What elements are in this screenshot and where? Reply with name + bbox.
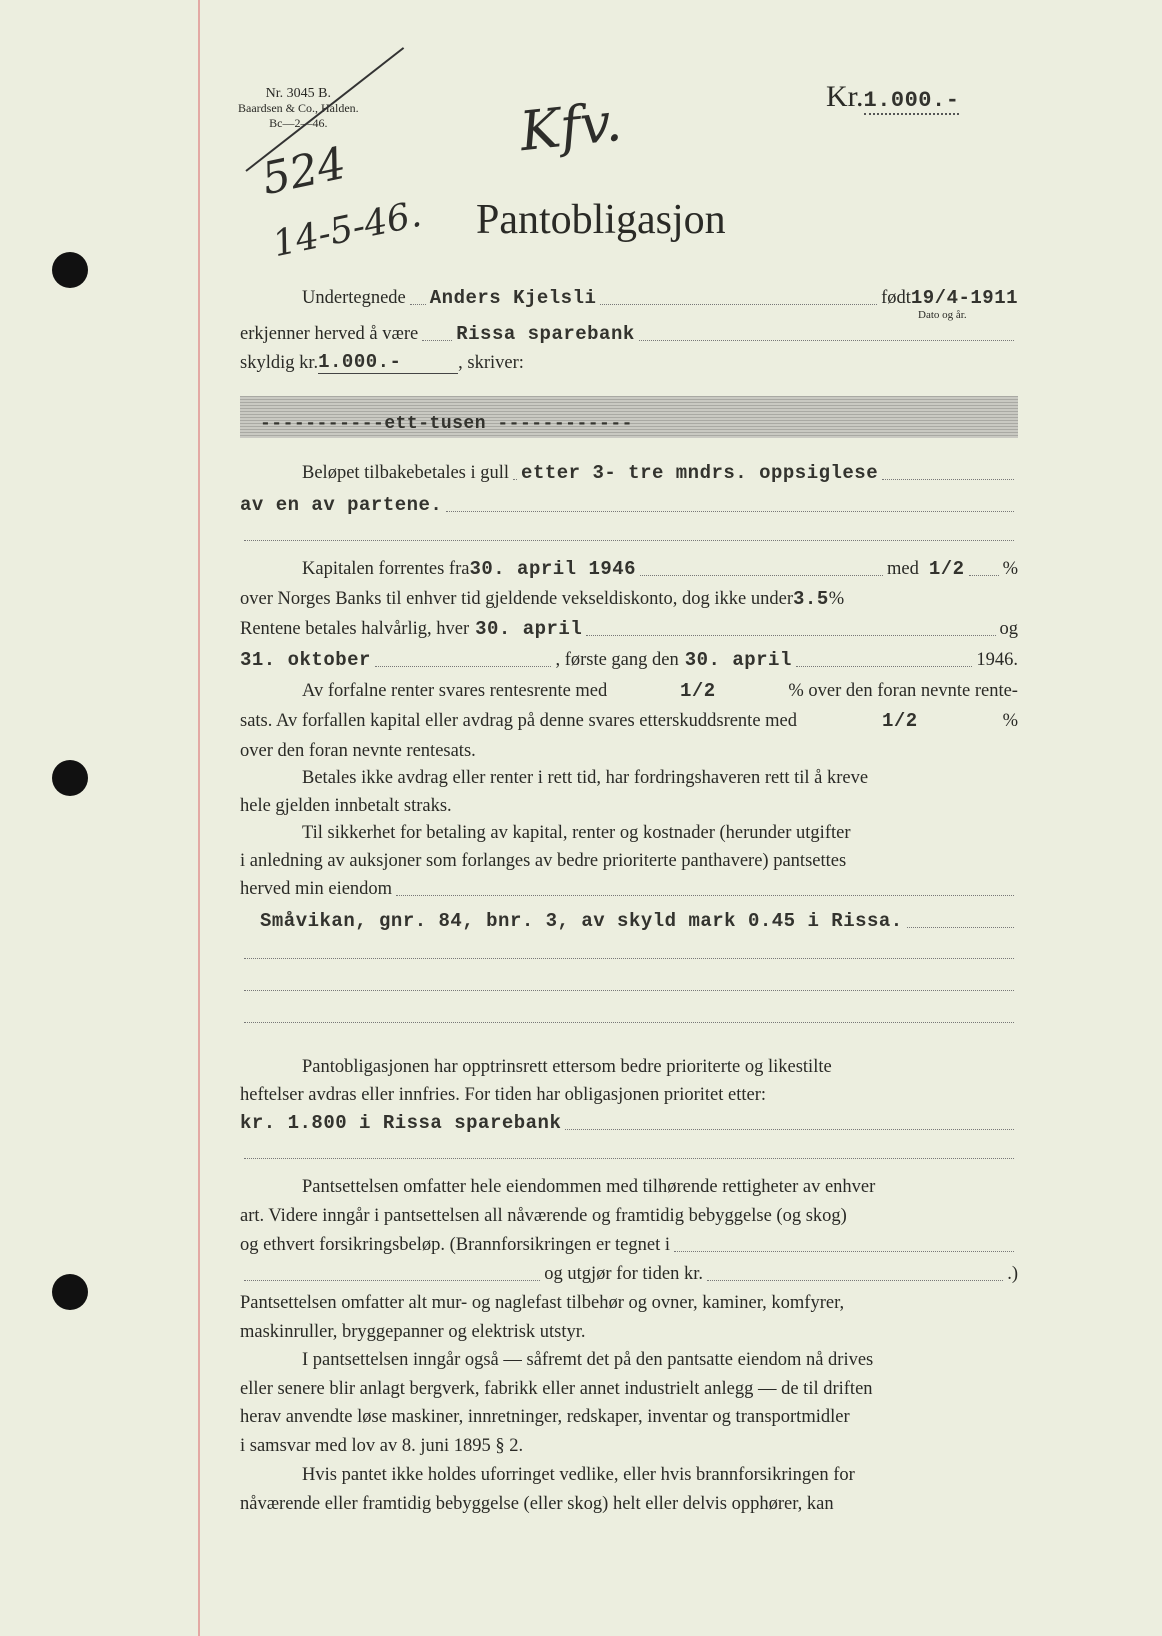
label: Kapitalen forrentes fra [302, 559, 470, 579]
text: og ethvert forsikringsbeløp. (Brannforsikringen er tegnet i [240, 1235, 671, 1255]
label: , skriver: [458, 353, 524, 373]
text-line: Pantsettelsen omfatter alt mur- og naglefast tilbehør og ovner, kaminer, komfyrer, [240, 1293, 845, 1313]
interest-line-1 [240, 558, 1018, 580]
amount-header [826, 80, 959, 114]
form-code: Bc—2—46. [269, 116, 328, 130]
label: Beløpet tilbakebetales i gull [302, 463, 510, 483]
repayment-terms-2: av en av partene. [240, 494, 443, 516]
interest-line-4 [240, 649, 1018, 671]
interest-line-3 [240, 618, 1018, 640]
text-line [240, 680, 1018, 702]
blank-line [240, 526, 1018, 545]
margin-line [198, 0, 200, 1636]
handwritten-initials: Kfv. [516, 89, 625, 164]
property-line [240, 910, 1018, 932]
text: sats. Av forfallen kapital eller avdrag på denne svares etterskuddsrente med [240, 711, 798, 731]
compound-rate: 1/2 [679, 680, 716, 702]
amount-label: Kr. [826, 80, 864, 113]
payment-date-1: 30. april [475, 618, 583, 640]
text-line: Til sikkerhet for betaling av kapital, renter og kostnader (herunder utgifter [302, 823, 851, 843]
birth-date: 19/4-1911 [910, 287, 1018, 309]
text: .) [1007, 1264, 1019, 1284]
creditor-name: Rissa sparebank [456, 323, 635, 345]
owed-amount: 1.000.- [318, 351, 458, 374]
text-line: eller senere blir anlagt bergverk, fabrikk eller annet industrielt anlegg — de til driften [240, 1379, 873, 1399]
text-line: nåværende eller framtidig bebyggelse (eller skog) helt eller delvis opphører, kan [240, 1494, 834, 1514]
undersigned-name: Anders Kjelsli [429, 287, 597, 309]
first-payment-date: 30. april [684, 649, 792, 671]
text-line: Pantobligasjonen har opptrinsrett ettersom bedre prioriterte og likestilte [302, 1057, 832, 1077]
text-line: I pantsettelsen inngår også — såfremt det på den pantsatte eiendom nå drives [302, 1350, 874, 1370]
interest-margin: 1/2 [928, 558, 965, 580]
label: , første gang den [555, 650, 679, 670]
amount-words-band [240, 396, 1018, 438]
label: skyldig kr. [240, 353, 319, 373]
interest-from: 30. april 1946 [469, 558, 637, 580]
blank-line [240, 1008, 1018, 1027]
page-title: Pantobligasjon [476, 197, 726, 243]
first-payment-year: 1946. [976, 650, 1018, 670]
text-line: art. Videre inngår i pantsettelsen all nåværende og framtidig bebyggelse (og skog) [240, 1206, 847, 1226]
undersigned-line [240, 287, 1018, 309]
text-line: Betales ikke avdrag eller renter i rett tid, har fordringshaveren rett til å kreve [302, 768, 869, 788]
text-line [240, 878, 1018, 900]
text-line: heftelser avdras eller innfries. For tiden har obligasjonen prioritet etter: [240, 1085, 767, 1105]
text: herved min eiendom [240, 879, 393, 899]
property-description: Småvikan, gnr. 84, bnr. 3, av skyld mark 0.45 i Rissa. [260, 910, 903, 932]
label: erkjenner herved å være [240, 324, 419, 344]
text-line: i samsvar med lov av 8. juni 1895 § 2. [240, 1436, 524, 1456]
amount-value: 1.000.- [863, 88, 960, 113]
punch-hole [52, 1274, 88, 1310]
label: født [881, 288, 911, 308]
blank-line [240, 944, 1018, 963]
repayment-terms: etter 3- tre mndrs. oppsiglese [521, 462, 879, 484]
text: og utgjør for tiden kr. [544, 1264, 703, 1284]
blank-line [240, 1144, 1018, 1163]
label: Undertegnede [302, 288, 406, 308]
printer: Baardsen & Co., Halden. [238, 101, 359, 115]
label: over Norges Banks til enhver tid gjeldende vekseldiskonto, dog ikke under [240, 589, 794, 609]
creditor-line [240, 323, 1018, 345]
birth-hint: Dato og år. [918, 309, 967, 321]
text-line [240, 1263, 1018, 1285]
form-info [238, 86, 359, 131]
priority-line [240, 1112, 1018, 1134]
text-line [240, 1234, 1018, 1256]
text: % [1002, 711, 1018, 731]
label: % [828, 589, 845, 609]
text-line: over den foran nevnte rentesats. [240, 741, 476, 761]
text: % over den foran nevnte rente- [788, 681, 1018, 701]
handwritten-number: 524 [257, 137, 351, 206]
blank-line [240, 976, 1018, 995]
label: med [887, 559, 919, 579]
arrears-rate: 1/2 [881, 710, 918, 732]
punch-hole [52, 252, 88, 288]
text-line: i anledning av auksjoner som forlanges av bedre prioriterte panthavere) pantsettes [240, 851, 847, 871]
text-line: hele gjelden innbetalt straks. [240, 796, 452, 816]
repayment-line-2 [240, 494, 1018, 516]
text-line: Hvis pantet ikke holdes uforringet vedlike, eller hvis brannforsikringen for [302, 1465, 855, 1485]
label: Rentene betales halvårlig, hver [240, 619, 470, 639]
amount-in-words: -----------ett-tusen ------------ [260, 414, 633, 434]
form-number: Nr. 3045 B. [265, 86, 331, 101]
text-line: maskinruller, bryggepanner og elektrisk utstyr. [240, 1322, 586, 1342]
punch-hole [52, 760, 88, 796]
interest-minimum: 3.5 [793, 588, 829, 610]
handwritten-date: 14-5-46. [269, 193, 425, 266]
prior-lien: kr. 1.800 i Rissa sparebank [240, 1112, 562, 1134]
label: % [1002, 559, 1018, 579]
text-line: Pantsettelsen omfatter hele eiendommen med tilhørende rettigheter av enhver [302, 1177, 876, 1197]
repayment-line [240, 462, 1018, 484]
text: Av forfalne renter svares rentesrente med [302, 681, 608, 701]
text-line: herav anvendte løse maskiner, innretninger, redskaper, inventar og transportmidler [240, 1407, 850, 1427]
label: og [999, 619, 1018, 639]
interest-line-2 [240, 588, 1018, 610]
owes-line [240, 351, 1018, 374]
payment-date-2: 31. oktober [240, 649, 371, 671]
text-line [240, 710, 1018, 732]
